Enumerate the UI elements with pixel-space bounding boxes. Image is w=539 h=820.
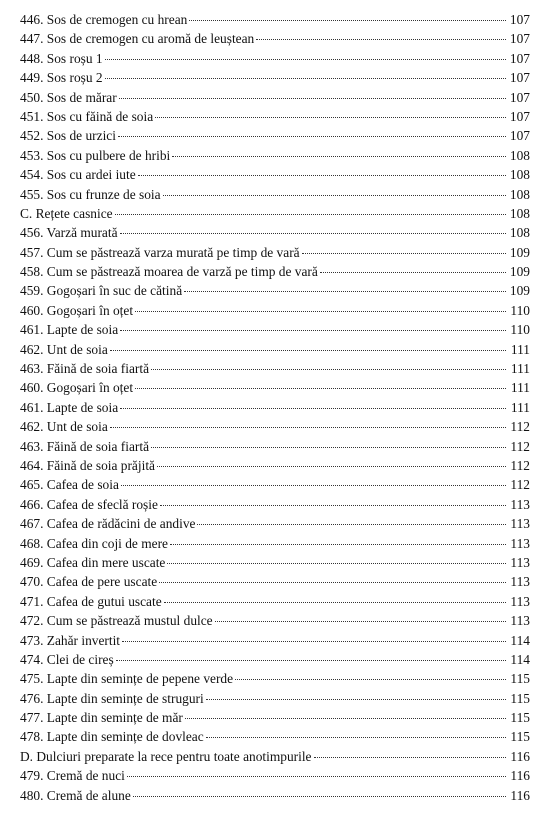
toc-entry-page-number: 113 [510,554,530,570]
dot-leader [120,233,506,234]
toc-entry [20,669,530,688]
toc-entry [20,340,530,359]
toc-entry [20,49,530,68]
toc-entry [20,146,530,165]
dot-leader [314,757,507,758]
toc-entry-page-number: 115 [510,671,530,687]
toc-entry-title: 479. Cremă de nuci [20,768,125,784]
toc-entry [20,592,530,611]
dot-leader [105,59,506,60]
toc-entry-title: 467. Cafea de rădăcini de andive [20,516,196,532]
dot-leader [120,408,506,409]
toc-entry-title: 456. Varză murată [20,225,118,241]
toc-entry-page-number: 108 [509,186,530,202]
toc-entry-title: 461. Lapte de soia [20,399,119,415]
toc-entry-page-number: 107 [509,12,530,27]
toc-entry-title: 474. Clei de cireș [20,651,114,667]
toc-entry [20,572,530,591]
toc-entry-title: 450. Sos de mărar [20,89,117,105]
toc-entry-page-number: 116 [510,768,530,784]
toc-entry [20,107,530,126]
toc-entry-title: 465. Cafea de soia [20,477,119,493]
toc-entry [20,689,530,708]
toc-entry-title: D. Dulciuri preparate la rece pentru toate anotimpurile [20,748,312,764]
toc-entry-page-number: 116 [510,787,530,803]
toc-entry [20,378,530,397]
toc-entry-page-number: 113 [510,613,530,629]
toc-entry-title: C. Rețete casnice [20,205,113,221]
toc-entry-page-number: 116 [510,748,530,764]
toc-entry-title: 460. Gogoșari în oțet [20,302,134,318]
toc-entry [20,165,530,184]
dot-leader [163,195,506,196]
dot-leader [157,466,506,467]
dot-leader [151,447,506,448]
dot-leader [151,369,506,370]
dot-leader [189,20,506,21]
dot-leader [185,718,506,719]
toc-entry [20,747,530,766]
toc-entry-title: 476. Lapte din semințe de struguri [20,690,204,706]
dot-leader [320,272,506,273]
dot-leader [127,776,506,777]
toc-entry-page-number: 113 [510,593,530,609]
toc-entry [20,262,530,281]
table-of-contents [20,10,530,805]
toc-entry-page-number: 108 [509,205,530,221]
dot-leader [256,39,506,40]
toc-entry-title: 451. Sos cu făină de soia [20,108,154,124]
dot-leader [138,175,506,176]
toc-entry-title: 449. Sos roșu 2 [20,70,103,86]
toc-entry-page-number: 107 [509,89,530,105]
toc-entry-title: 459. Gogoșari în suc de cătină [20,283,183,299]
toc-entry-page-number: 113 [510,574,530,590]
toc-entry-title: 469. Cafea din mere uscate [20,554,166,570]
toc-entry-page-number: 115 [510,710,530,726]
toc-entry-page-number: 111 [510,399,530,415]
toc-entry-title: 471. Cafea de gutui uscate [20,593,162,609]
toc-entry [20,786,530,805]
dot-leader [206,699,506,700]
toc-entry-title: 466. Cafea de sfeclă roșie [20,496,158,512]
dot-leader [105,78,506,79]
toc-entry-title: 448. Sos roșu 1 [20,50,103,66]
toc-entry [20,301,530,320]
dot-leader [206,737,506,738]
toc-entry [20,204,530,223]
toc-entry [20,29,530,48]
toc-entry-title: 462. Unt de soia [20,341,108,357]
toc-entry-page-number: 108 [509,225,530,241]
toc-entry-page-number: 110 [510,322,530,338]
toc-entry-page-number: 113 [510,516,530,532]
toc-entry [20,611,530,630]
toc-entry [20,708,530,727]
toc-entry-title: 453. Sos cu pulbere de hribi [20,147,171,163]
toc-entry-page-number: 109 [509,283,530,299]
dot-leader [119,98,506,99]
toc-entry-page-number: 107 [509,108,530,124]
dot-leader [215,621,506,622]
toc-entry [20,514,530,533]
toc-entry-page-number: 107 [509,70,530,86]
toc-entry-title: 480. Cremă de alune [20,787,131,803]
toc-entry-page-number: 110 [510,302,530,318]
toc-entry [20,126,530,145]
dot-leader [122,641,506,642]
toc-entry-page-number: 115 [510,729,530,745]
toc-entry-page-number: 114 [510,651,530,667]
toc-entry-title: 468. Cafea din coji de mere [20,535,168,551]
toc-entry-title: 464. Făină de soia prăjită [20,457,155,473]
toc-entry-title: 472. Cum se păstrează mustul dulce [20,613,213,629]
toc-entry [20,475,530,494]
toc-entry [20,417,530,436]
toc-entry-title: 458. Cum se păstrează moarea de varză pe timp de vară [20,264,318,280]
toc-entry-page-number: 114 [510,632,530,648]
toc-entry-title: 463. Făină de soia fiartă [20,438,150,454]
toc-entry [20,223,530,242]
toc-entry-title: 463. Făină de soia fiartă [20,361,150,377]
toc-entry-page-number: 112 [510,457,530,473]
toc-entry-page-number: 112 [510,477,530,493]
dot-leader [172,156,506,157]
dot-leader [170,544,506,545]
toc-entry [20,88,530,107]
toc-entry-title: 470. Cafea de pere uscate [20,574,158,590]
toc-entry-title: 477. Lapte din semințe de măr [20,710,183,726]
toc-entry [20,766,530,785]
toc-entry-page-number: 111 [510,380,530,396]
toc-entry [20,281,530,300]
dot-leader [135,311,506,312]
dot-leader [121,485,506,486]
toc-entry-page-number: 111 [510,361,530,377]
toc-entry-page-number: 109 [509,264,530,280]
toc-entry-title: 447. Sos de cremogen cu aromă de leuștean [20,31,255,47]
dot-leader [235,679,506,680]
toc-entry [20,437,530,456]
toc-entry-title: 460. Gogoșari în oțet [20,380,134,396]
toc-entry [20,650,530,669]
toc-entry [20,534,530,553]
dot-leader [110,350,506,351]
toc-entry-title: 454. Sos cu ardei iute [20,167,136,183]
toc-entry-page-number: 113 [510,535,530,551]
toc-entry-title: 462. Unt de soia [20,419,108,435]
toc-entry-title: 475. Lapte din semințe de pepene verde [20,671,234,687]
toc-entry [20,243,530,262]
dot-leader [135,388,506,389]
dot-leader [110,427,506,428]
dot-leader [120,330,506,331]
toc-entry-page-number: 107 [509,50,530,66]
toc-entry-title: 457. Cum se păstrează varza murată pe timp de vară [20,244,300,260]
toc-entry [20,727,530,746]
dot-leader [167,563,506,564]
toc-entry-title: 446. Sos de cremogen cu hrean [20,12,188,27]
toc-entry-title: 461. Lapte de soia [20,322,119,338]
toc-entry [20,359,530,378]
dot-leader [116,660,506,661]
toc-entry-page-number: 115 [510,690,530,706]
toc-entry-page-number: 113 [510,496,530,512]
dot-leader [184,291,506,292]
dot-leader [118,136,506,137]
toc-entry [20,398,530,417]
toc-entry [20,456,530,475]
dot-leader [164,602,506,603]
toc-entry-page-number: 108 [509,167,530,183]
toc-entry-page-number: 112 [510,419,530,435]
toc-entry-title: 478. Lapte din semințe de dovleac [20,729,204,745]
toc-entry [20,495,530,514]
toc-entry-page-number: 109 [509,244,530,260]
toc-entry-page-number: 108 [509,147,530,163]
dot-leader [133,796,506,797]
dot-leader [302,253,506,254]
dot-leader [197,524,506,525]
toc-entry-title: 455. Sos cu frunze de soia [20,186,161,202]
toc-entry-page-number: 111 [510,341,530,357]
dot-leader [160,505,506,506]
toc-entry [20,631,530,650]
toc-entry [20,10,530,29]
toc-entry-title: 452. Sos de urzici [20,128,116,144]
dot-leader [115,214,506,215]
toc-entry [20,553,530,572]
toc-entry [20,185,530,204]
toc-entry [20,68,530,87]
dot-leader [155,117,506,118]
toc-entry [20,320,530,339]
dot-leader [159,582,506,583]
toc-entry-page-number: 107 [509,31,530,47]
toc-entry-title: 473. Zahăr invertit [20,632,121,648]
toc-entry-page-number: 112 [510,438,530,454]
toc-entry-page-number: 107 [509,128,530,144]
